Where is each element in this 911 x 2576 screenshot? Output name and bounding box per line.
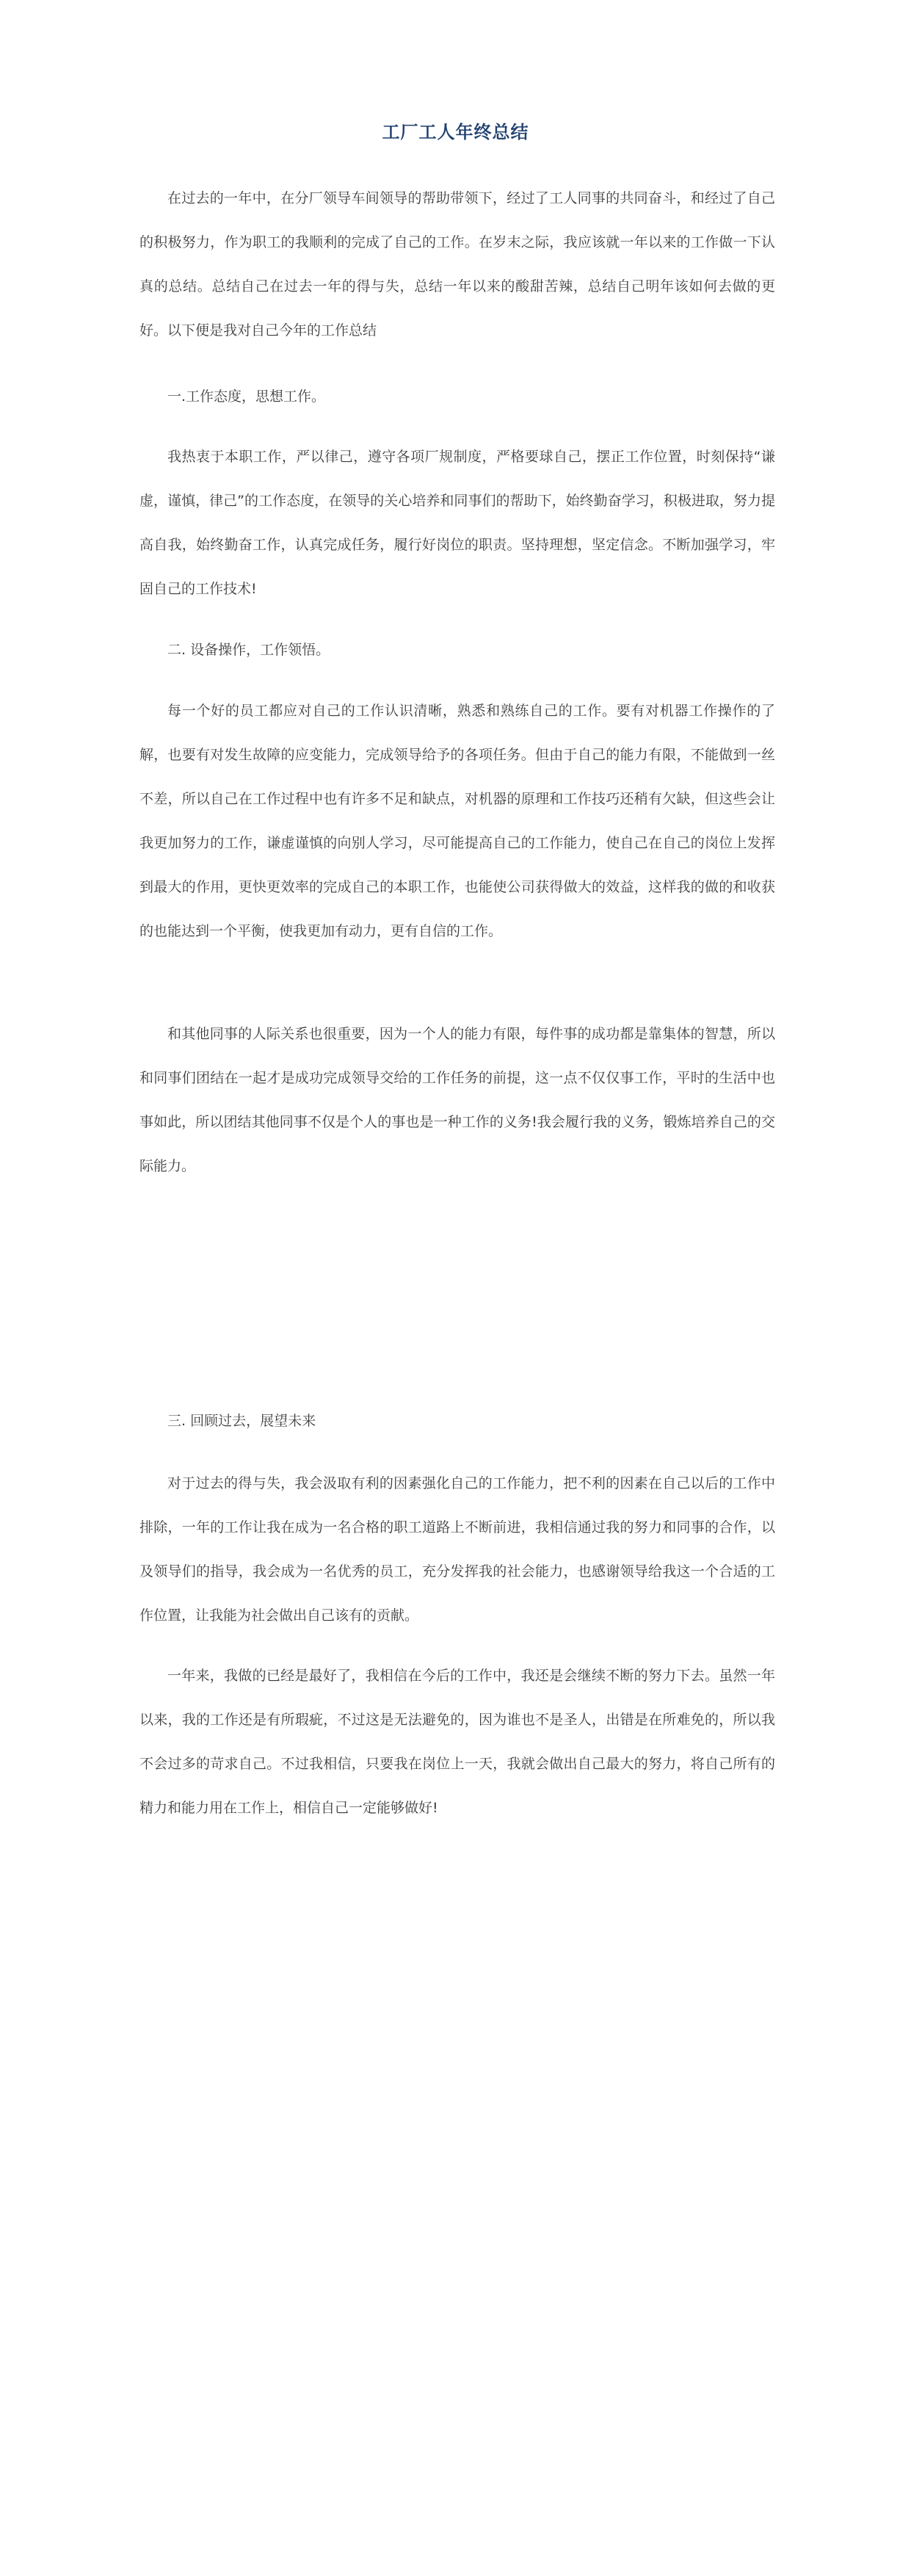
section-3-paragraph-1: 对于过去的得与失，我会汲取有利的因素强化自己的工作能力，把不利的因素在自己以后的工作中排除，一年的工作让我在成为一名合格的职工道路上不断前进，我相信通过我的努力和同事的合作，以及领导们的指导，我会成为一名优秀的员工，充分发挥我的社会能力，也感谢领导给我这一个合适的工作位置，让我能为社会做出自己该有的贡献。 — [139, 1475, 775, 1624]
section-2-paragraph-2: 和其他同事的人际关系也很重要，因为一个人的能力有限，每件事的成功都是靠集体的智慧，所以和同事们团结在一起才是成功完成领导交给的工作任务的前提，这一点不仅仅事工作，平时的生活中也事如此，所以团结其他同事不仅是个人的事也是一种工作的义务!我会履行我的义务，锻炼培养自己的交际能力。 — [139, 1026, 775, 1174]
section-1-heading: 一.工作态度，思想工作。 — [167, 388, 326, 405]
section-2-heading: 二. 设备操作，工作领悟。 — [167, 642, 330, 658]
section-3-heading: 三. 回顾过去，展望未来 — [167, 1413, 316, 1429]
section-2-paragraph-1: 每一个好的员工都应对自己的工作认识清晰，熟悉和熟练自己的工作。要有对机器工作操作的了解，也要有对发生故障的应变能力，完成领导给予的各项任务。但由于自己的能力有限，不能做到一丝不差，所以自己在工作过程中也有许多不足和缺点，对机器的原理和工作技巧还稍有欠缺，但这些会让我更加努力的工作，谦虚谨慎的向别人学习，尽可能提高自己的工作能力，使自己在自己的岗位上发挥到最大的作用，更快更效率的完成自己的本职工作，也能使公司获得做大的效益，这样我的做的和收获的也能达到一个平衡，使我更加有动力，更有自信的工作。 — [139, 703, 775, 939]
section-1-paragraph-1: 我热衷于本职工作，严以律己，遵守各项厂规制度，严格要球自己，摆正工作位置，时刻保持“谦虚，谨慎，律己”的工作态度，在领导的关心培养和同事们的帮助下，始终勤奋学习，积极进取，努力提高自我，始终勤奋工作，认真完成任务，履行好岗位的职责。坚持理想，坚定信念。不断加强学习，牢固自己的工作技术! — [139, 449, 775, 597]
section-3-paragraph-2: 一年来，我做的已经是最好了，我相信在今后的工作中，我还是会继续不断的努力下去。虽然一年以来，我的工作还是有所瑕疵，不过这是无法避免的，因为谁也不是圣人，出错是在所难免的，所以我不会过多的苛求自己。不过我相信，只要我在岗位上一天，我就会做出自己最大的努力，将自己所有的精力和能力用在工作上，相信自己一定能够做好! — [139, 1668, 775, 1816]
intro-paragraph: 在过去的一年中，在分厂领导车间领导的帮助带领下，经过了工人同事的共同奋斗，和经过了自己的积极努力，作为职工的我顺利的完成了自己的工作。在岁末之际，我应该就一年以来的工作做一下认真的总结。总结自己在过去一年的得与失，总结一年以来的酸甜苦辣，总结自己明年该如何去做的更好。以下便是我对自己今年的工作总结 — [139, 190, 775, 339]
document-title: 工厂工人年终总结 — [382, 122, 529, 142]
